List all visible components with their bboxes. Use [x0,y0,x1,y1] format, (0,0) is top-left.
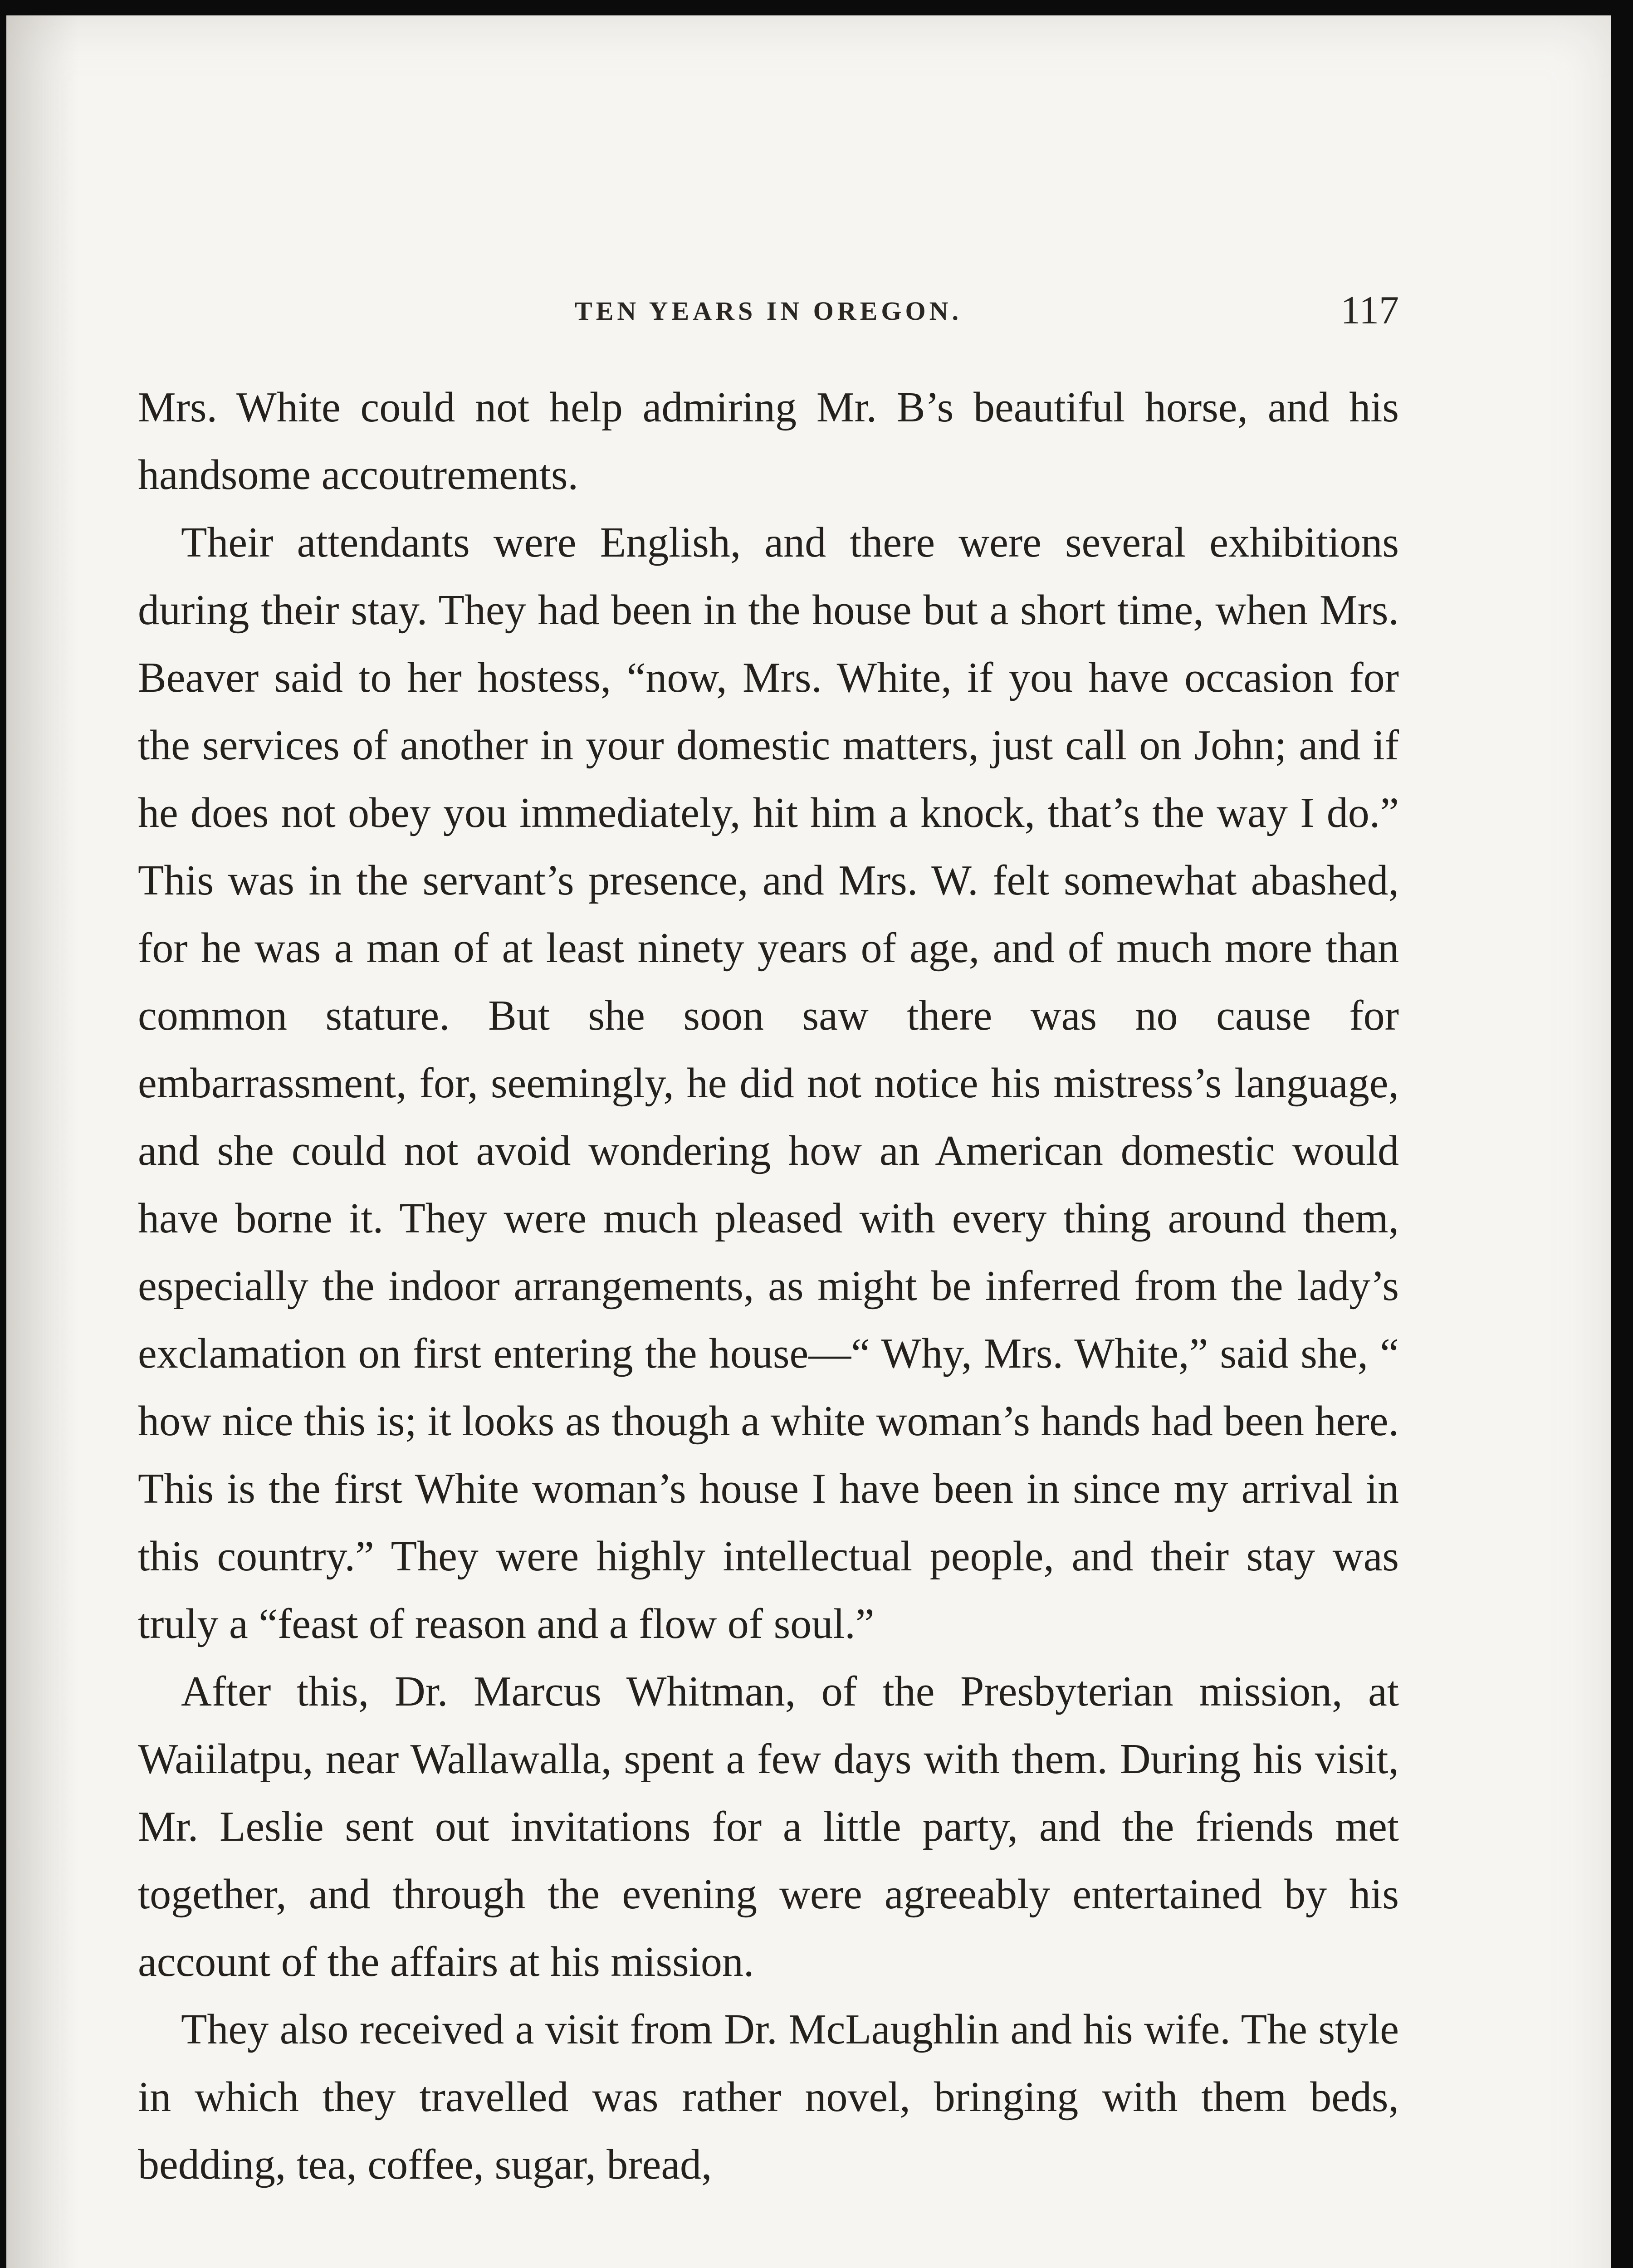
gutter-shadow [6,15,79,2268]
running-title: TEN YEARS IN OREGON. [575,296,962,326]
page-number: 117 [1340,288,1399,332]
body-text [138,374,1399,2199]
paragraph-3: After this, Dr. Marcus Whitman, of the Presbyterian mission, at Waiilatpu, near Wallawalla, spent a few days with them. During his visit, Mr. Leslie sent out invitations for a little party, and the friends met together, and through the evening were agreeably entertained by his account of the affairs at his mission. [138,1668,1399,1985]
paragraph-2: Their attendants were English, and there were several exhibitions during their stay. They had been in the house but a short time, when Mrs. Beaver said to her hostess, “now, Mrs. White, if you have occasion for the services of another in your domestic matters, just call on John; and if he does not obey you immediately, hit him a knock, that’s the way I do.” This was in the servant’s presence, and Mrs. W. felt somewhat abashed, for he was a man of at least ninety years of age, and of much more than common stature. But she soon saw there was no cause for embarrassment, for, seemingly, he did not notice his mistress’s language, and she could not avoid wondering how an American domestic would have borne it. They were much pleased with every thing around them, especially the indoor arrangements, as might be inferred from the lady’s exclamation on first entering the house—“ Why, Mrs. White,” said she, “ how nice this is; it looks as though a white woman’s hands had been here. This is the first White woman’s house I have been in since my arrival in this country.” They were highly intellectual people, and their stay was truly a “feast of reason and a flow of soul.” [138,519,1399,1647]
paragraph-1: Mrs. White could not help admiring Mr. B’s beautiful horse, and his handsome accoutrements. [138,384,1399,499]
paragraph-4: They also received a visit from Dr. McLaughlin and his wife. The style in which they travelled was rather novel, bringing with them beds, bedding, tea, coffee, sugar, bread, [138,2006,1399,2188]
page-header [138,288,1399,342]
book-page [6,15,1611,2268]
